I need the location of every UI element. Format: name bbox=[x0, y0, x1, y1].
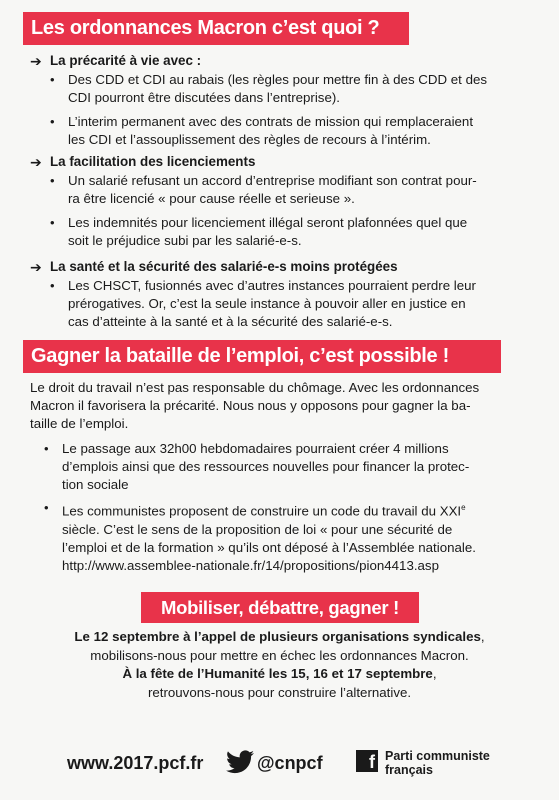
section-heading-licenciements bbox=[30, 154, 255, 169]
section-banner-emploi: Gagner la bataille de l’emploi, c’est possible ! bbox=[23, 340, 501, 373]
bullet-icon: • bbox=[50, 114, 55, 129]
cta-line: retrouvons-nous pour construire l’alternative. bbox=[147, 684, 412, 700]
bullet-line: L’interim permanent avec des contrats de mission qui remplaceraient bbox=[68, 114, 474, 129]
bullet-line: tion sociale bbox=[62, 477, 129, 493]
section-banner-mobiliser: Mobiliser, débattre, gagner ! bbox=[141, 592, 419, 623]
footer bbox=[0, 744, 559, 784]
bullet-line bbox=[62, 499, 476, 521]
party-name bbox=[385, 749, 490, 777]
facebook-icon[interactable]: f bbox=[356, 750, 378, 772]
bullet-line: soit le préjudice subi par les salarié-e-s. bbox=[68, 233, 302, 249]
list-item bbox=[50, 277, 476, 332]
arrow-right-icon: ➔ bbox=[30, 258, 42, 275]
list-item bbox=[50, 71, 488, 107]
intro-paragraph bbox=[30, 379, 479, 434]
party-name-line: français bbox=[385, 763, 433, 777]
bullet-line: CDI pourront être discutées dans l’entreprise). bbox=[68, 90, 340, 106]
bullet-icon: • bbox=[50, 173, 55, 188]
section-heading-sante bbox=[30, 259, 398, 274]
cta-bold: Le 12 septembre à l’appel de plusieurs organisations syndicales bbox=[74, 629, 481, 644]
proposition-link[interactable]: http://www.assemblee-nationale.fr/14/propositions/pion4413.asp bbox=[62, 558, 439, 574]
bullet-line: ra être licencié « pour cause réelle et serieuse ». bbox=[68, 191, 355, 207]
list-item bbox=[44, 499, 476, 575]
cta-tail: , bbox=[432, 666, 437, 682]
bullet-icon: • bbox=[50, 278, 55, 293]
call-to-action bbox=[0, 628, 559, 702]
list-item bbox=[50, 113, 474, 149]
bullet-line-text: Les communistes proposent de construire un code du travail du XXI bbox=[62, 503, 462, 519]
paragraph-line: taille de l’emploi. bbox=[30, 416, 129, 432]
section-banner-ordonnances: Les ordonnances Macron c’est quoi ? bbox=[23, 12, 409, 45]
arrow-right-icon: ➔ bbox=[30, 153, 42, 170]
list-item bbox=[44, 440, 470, 495]
bullet-line: Le passage aux 32h00 hebdomadaires pourraient créer 4 millions bbox=[62, 441, 449, 456]
bullet-icon: • bbox=[50, 72, 55, 87]
bullet-icon: • bbox=[44, 441, 49, 456]
bullet-line: Un salarié refusant un accord d’entreprise modifiant son contrat pour- bbox=[68, 173, 477, 188]
bullet-line: siècle. C’est le sens de la proposition de loi « pour une sécurité de bbox=[62, 521, 453, 537]
twitter-handle[interactable]: @cnpcf bbox=[257, 753, 323, 773]
bullet-icon: • bbox=[50, 215, 55, 230]
party-name-line: Parti communiste bbox=[385, 749, 490, 763]
list-item bbox=[50, 172, 477, 208]
bullet-line: les CDI et l’assouplissement des règles de recours à l’intérim. bbox=[68, 132, 431, 148]
paragraph-line: Macron il favorisera la précarité. Nous nous y opposons pour gagner la ba- bbox=[30, 398, 471, 414]
cta-line: mobilisons-nous pour mettre en échec les ordonnances Macron. bbox=[90, 647, 469, 663]
bullet-line: Des CDD et CDI au rabais (les règles pour mettre fin à des CDD et des bbox=[68, 72, 488, 87]
cta-bold: À la fête de l’Humanité les 15, 16 et 17 septembre bbox=[122, 666, 433, 682]
paragraph-line: Le droit du travail n’est pas responsable du chômage. Avec les ordonnances bbox=[30, 380, 480, 395]
superscript: e bbox=[461, 503, 466, 512]
cta-line bbox=[0, 665, 559, 684]
website-link[interactable]: www.2017.pcf.fr bbox=[67, 753, 204, 773]
cta-tail: , bbox=[480, 629, 485, 644]
section-heading-precarite bbox=[30, 53, 201, 68]
section-heading-text: La facilitation des licenciements bbox=[50, 154, 256, 169]
arrow-right-icon: ➔ bbox=[30, 52, 42, 69]
bullet-icon: • bbox=[44, 500, 49, 515]
twitter-icon[interactable] bbox=[226, 750, 254, 774]
section-heading-text: La santé et la sécurité des salarié-e-s moins protégées bbox=[50, 259, 398, 274]
bullet-line: Les indemnités pour licenciement illégal seront plafonnées quel que bbox=[68, 215, 468, 230]
bullet-line: prérogatives. Or, c’est la seule instance à pouvoir aller en justice en bbox=[68, 296, 466, 312]
cta-line bbox=[0, 628, 559, 647]
bullet-line: l’emploi et de la formation » qu’ils ont déposé à l’Assemblée nationale. bbox=[62, 539, 476, 555]
list-item bbox=[50, 214, 468, 250]
section-heading-text: La précarité à vie avec : bbox=[50, 53, 202, 68]
bullet-line: Les CHSCT, fusionnés avec d’autres instances pourraient perdre leur bbox=[68, 278, 476, 293]
bullet-line: cas d’atteinte à la santé et à la sécurité des salarié-e-s. bbox=[68, 314, 393, 330]
bullet-line: d’emplois ainsi que des ressources nouvelles pour financer la protec- bbox=[62, 459, 470, 475]
